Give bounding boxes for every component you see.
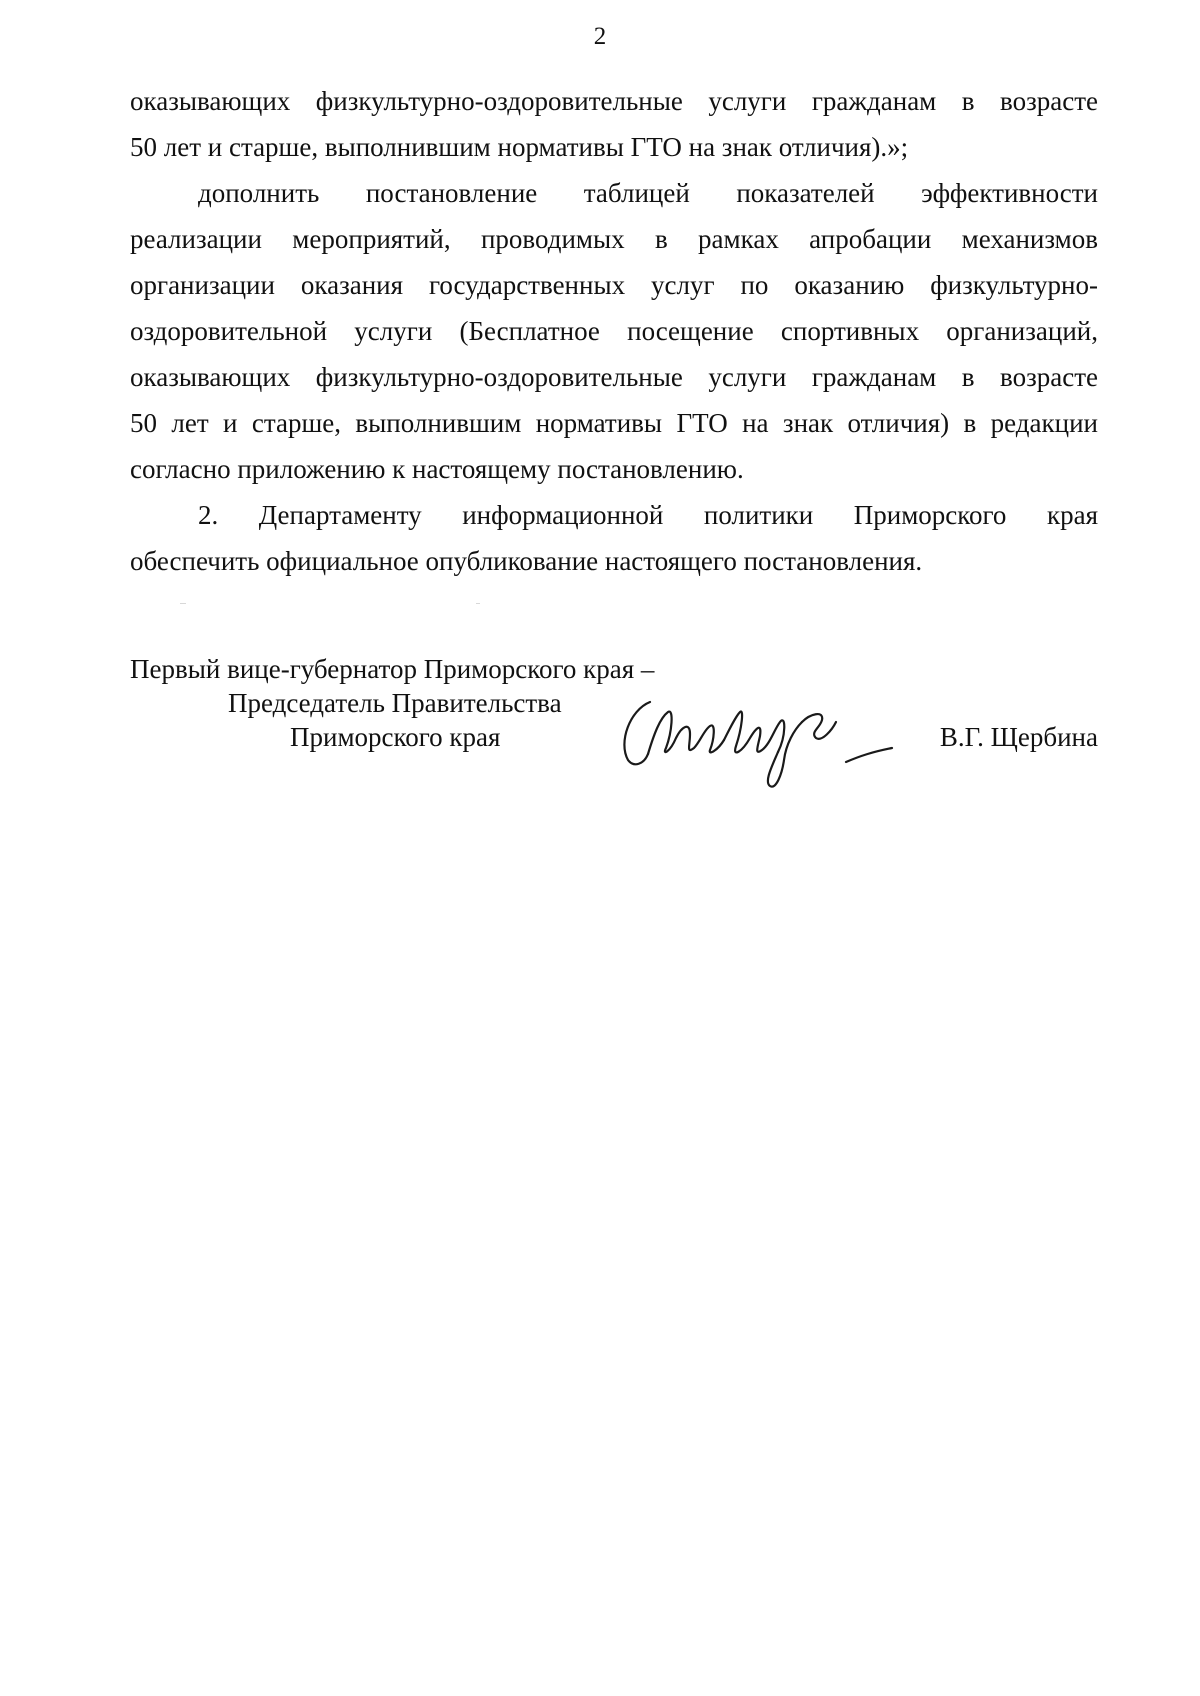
text-line: 50 лет и старше, выполнившим нормативы ГТО на знак отличия).»;: [130, 132, 909, 162]
text-line: 2. Департаменту информационной политики Приморского края: [198, 500, 1098, 530]
signatory-name: В.Г. Щербина: [939, 722, 1098, 752]
paragraph-amendment: [130, 170, 1098, 492]
signatory-title-line-3: Приморского края: [290, 722, 501, 752]
scan-artifact: [180, 603, 186, 604]
text-line: реализации мероприятий, проводимых в рамках апробации механизмов: [130, 224, 1098, 254]
page-number: 2: [593, 23, 607, 50]
scan-artifact: [476, 603, 480, 604]
text-line: организации оказания государственных услуг по оказанию физкультурно-: [130, 270, 1098, 300]
signatory-title-line-1: Первый вице-губернатор Приморского края –: [130, 654, 655, 684]
text-line: оказывающих физкультурно-оздоровительные услуги гражданам в возрасте: [130, 362, 1098, 392]
text-line: 50 лет и старше, выполнившим нормативы ГТО на знак отличия) в редакции: [130, 408, 1098, 438]
paragraph-clause-2: [130, 492, 1098, 584]
text-line: оказывающих физкультурно-оздоровительные услуги гражданам в возрасте: [130, 86, 1098, 116]
text-line: согласно приложению к настоящему постановлению.: [130, 454, 744, 484]
handwritten-signature: [610, 682, 930, 792]
paragraph-continuation: [130, 78, 1098, 170]
text-line: дополнить постановление таблицей показателей эффективности: [198, 178, 1098, 208]
signatory-title-line-2: Председатель Правительства: [228, 688, 562, 718]
document-body: [130, 78, 1098, 584]
text-line: обеспечить официальное опубликование настоящего постановления.: [130, 546, 923, 576]
text-line: оздоровительной услуги (Бесплатное посещение спортивных организаций,: [130, 316, 1098, 346]
